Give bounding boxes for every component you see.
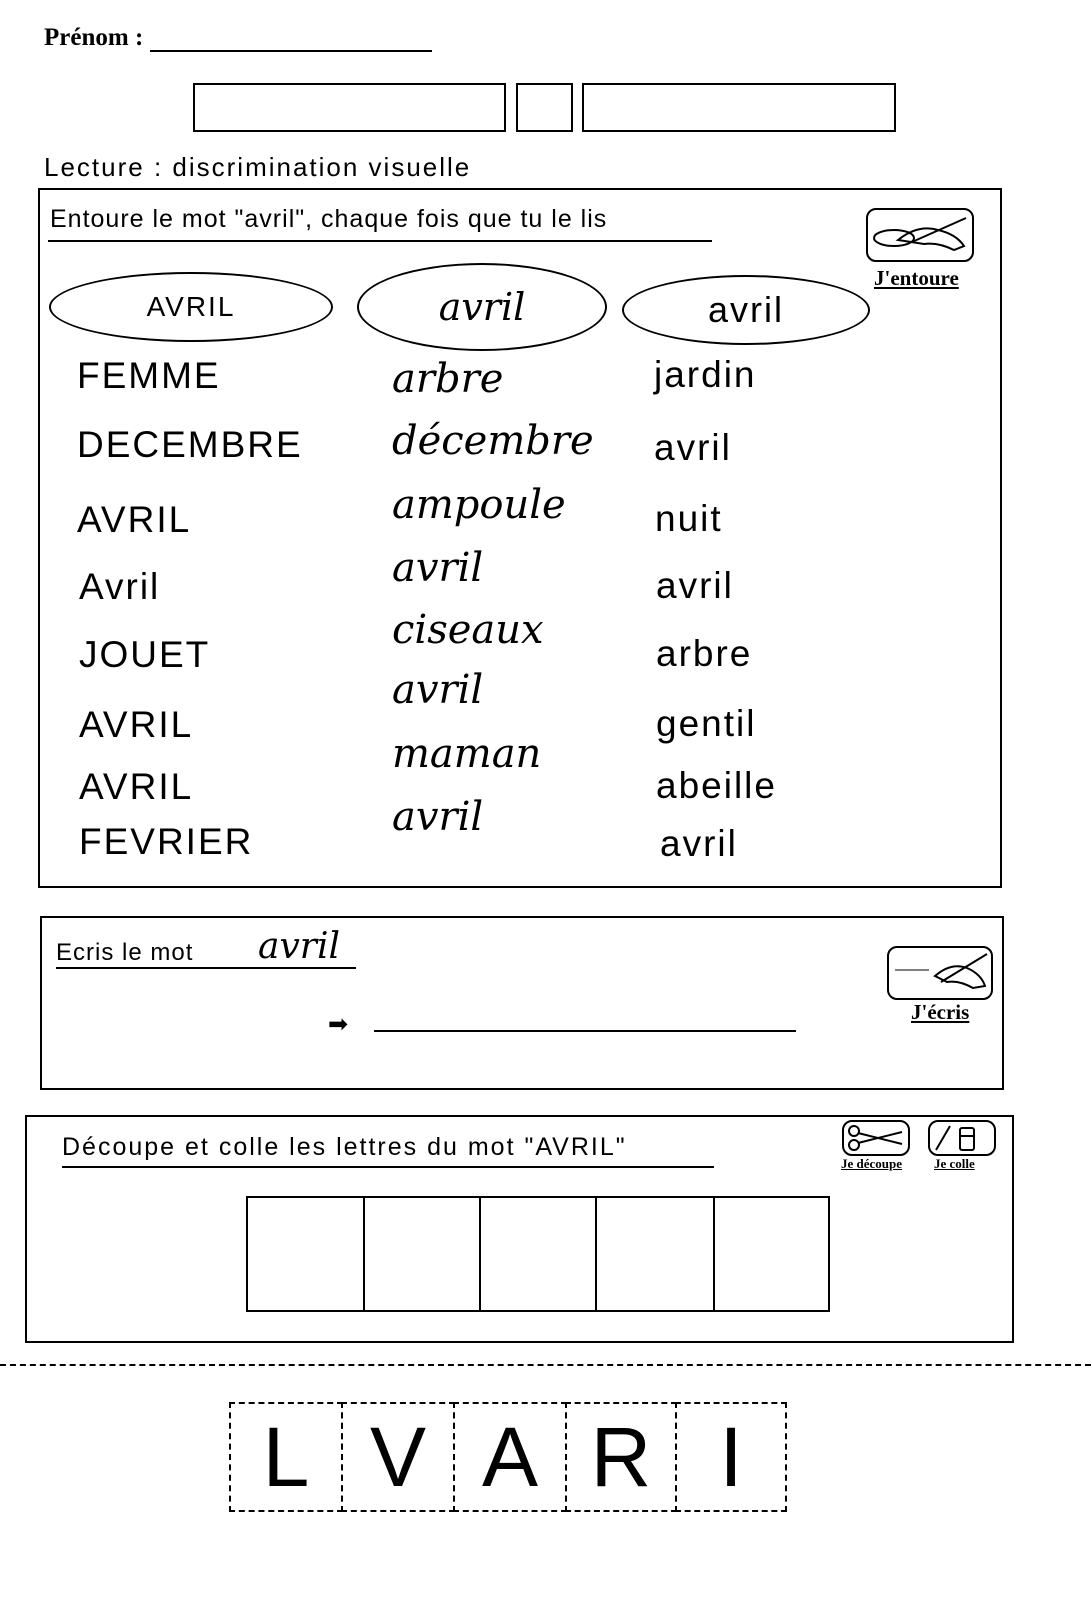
exercise2-instruction: Ecris le mot <box>56 939 194 966</box>
word-col3-5[interactable]: arbre <box>656 633 753 674</box>
paste-cell-2[interactable] <box>363 1196 481 1312</box>
exercise2-instruction-underline <box>56 967 356 969</box>
exercise3-instruction: Découpe et colle les lettres du mot "AVRIL" <box>62 1133 627 1161</box>
word-col3-1[interactable]: jardin <box>654 354 757 395</box>
circle-icon <box>866 208 974 262</box>
paste-cell-1[interactable] <box>246 1196 365 1312</box>
exercise1-instruction-underline <box>48 240 712 242</box>
word-col3-7[interactable]: abeille <box>656 765 777 806</box>
word-col1-2[interactable]: DECEMBRE <box>77 424 303 465</box>
model-word-uppercase: AVRIL <box>146 291 236 322</box>
word-col2-4[interactable]: avril <box>392 545 484 591</box>
glue-icon <box>928 1120 996 1156</box>
scissors-icon <box>842 1120 910 1156</box>
model-word-lowercase: avril <box>707 289 784 330</box>
cut-letter-4[interactable]: R <box>565 1402 677 1512</box>
circle-icon-caption: J'entoure <box>874 266 959 290</box>
paste-cell-3[interactable] <box>479 1196 597 1312</box>
exercise2-model-word: avril <box>258 926 341 967</box>
cut-letter-1[interactable]: L <box>229 1402 343 1512</box>
paste-cell-4[interactable] <box>595 1196 715 1312</box>
word-col1-8[interactable]: FEVRIER <box>79 821 254 862</box>
model-word-cursive: avril <box>438 285 526 329</box>
word-col2-8[interactable]: avril <box>392 794 484 840</box>
scissors-icon-caption: Je découpe <box>841 1156 903 1171</box>
word-col2-3[interactable]: ampoule <box>392 482 566 528</box>
hand-pen-icon <box>889 948 991 998</box>
model-oval-uppercase <box>49 272 333 342</box>
model-oval-cursive <box>357 263 607 351</box>
word-col1-3[interactable]: AVRIL <box>77 499 192 540</box>
word-col2-7[interactable]: maman <box>392 731 542 777</box>
word-col1-5[interactable]: JOUET <box>79 634 211 675</box>
exercise3-instruction-underline <box>62 1166 714 1168</box>
word-col1-1[interactable]: FEMME <box>77 355 221 396</box>
model-oval-lowercase <box>622 275 870 345</box>
glue-icon-caption: Je colle <box>934 1156 975 1171</box>
name-line[interactable] <box>150 50 432 52</box>
writing-line[interactable] <box>374 1030 796 1032</box>
write-icon-caption: J'écris <box>911 1000 970 1024</box>
word-col3-3[interactable]: nuit <box>655 498 723 539</box>
word-col2-5[interactable]: ciseaux <box>392 607 544 653</box>
word-col3-4[interactable]: avril <box>656 565 734 606</box>
cut-letter-3[interactable]: A <box>453 1402 567 1512</box>
word-col3-8[interactable]: avril <box>660 823 738 864</box>
word-col1-7[interactable]: AVRIL <box>79 766 194 807</box>
arrow-right-icon: ➡ <box>328 1010 349 1038</box>
word-col3-6[interactable]: gentil <box>656 703 757 744</box>
date-box-day[interactable] <box>193 83 506 132</box>
word-col2-6[interactable]: avril <box>392 667 484 713</box>
cut-line <box>0 1364 1091 1366</box>
word-col2-2[interactable]: décembre <box>392 418 594 464</box>
glue-pot-glyph <box>930 1122 994 1154</box>
scissors-glyph <box>844 1122 908 1154</box>
paste-cell-5[interactable] <box>713 1196 830 1312</box>
word-col2-1[interactable]: arbre <box>392 356 504 402</box>
word-col1-6[interactable]: AVRIL <box>79 704 194 745</box>
name-label: Prénom : <box>44 24 144 51</box>
cut-letter-2[interactable]: V <box>341 1402 455 1512</box>
date-box-number[interactable] <box>516 83 573 132</box>
write-icon <box>887 946 993 1000</box>
hand-writing-icon <box>868 210 972 260</box>
exercise1-instruction: Entoure le mot "avril", chaque fois que tu le lis <box>50 205 608 233</box>
word-col1-4[interactable]: Avril <box>79 566 161 607</box>
date-box-month[interactable] <box>582 83 896 132</box>
cut-letter-5[interactable]: I <box>675 1402 787 1512</box>
page-title: Lecture : discrimination visuelle <box>44 152 472 182</box>
word-col3-2[interactable]: avril <box>654 427 732 468</box>
